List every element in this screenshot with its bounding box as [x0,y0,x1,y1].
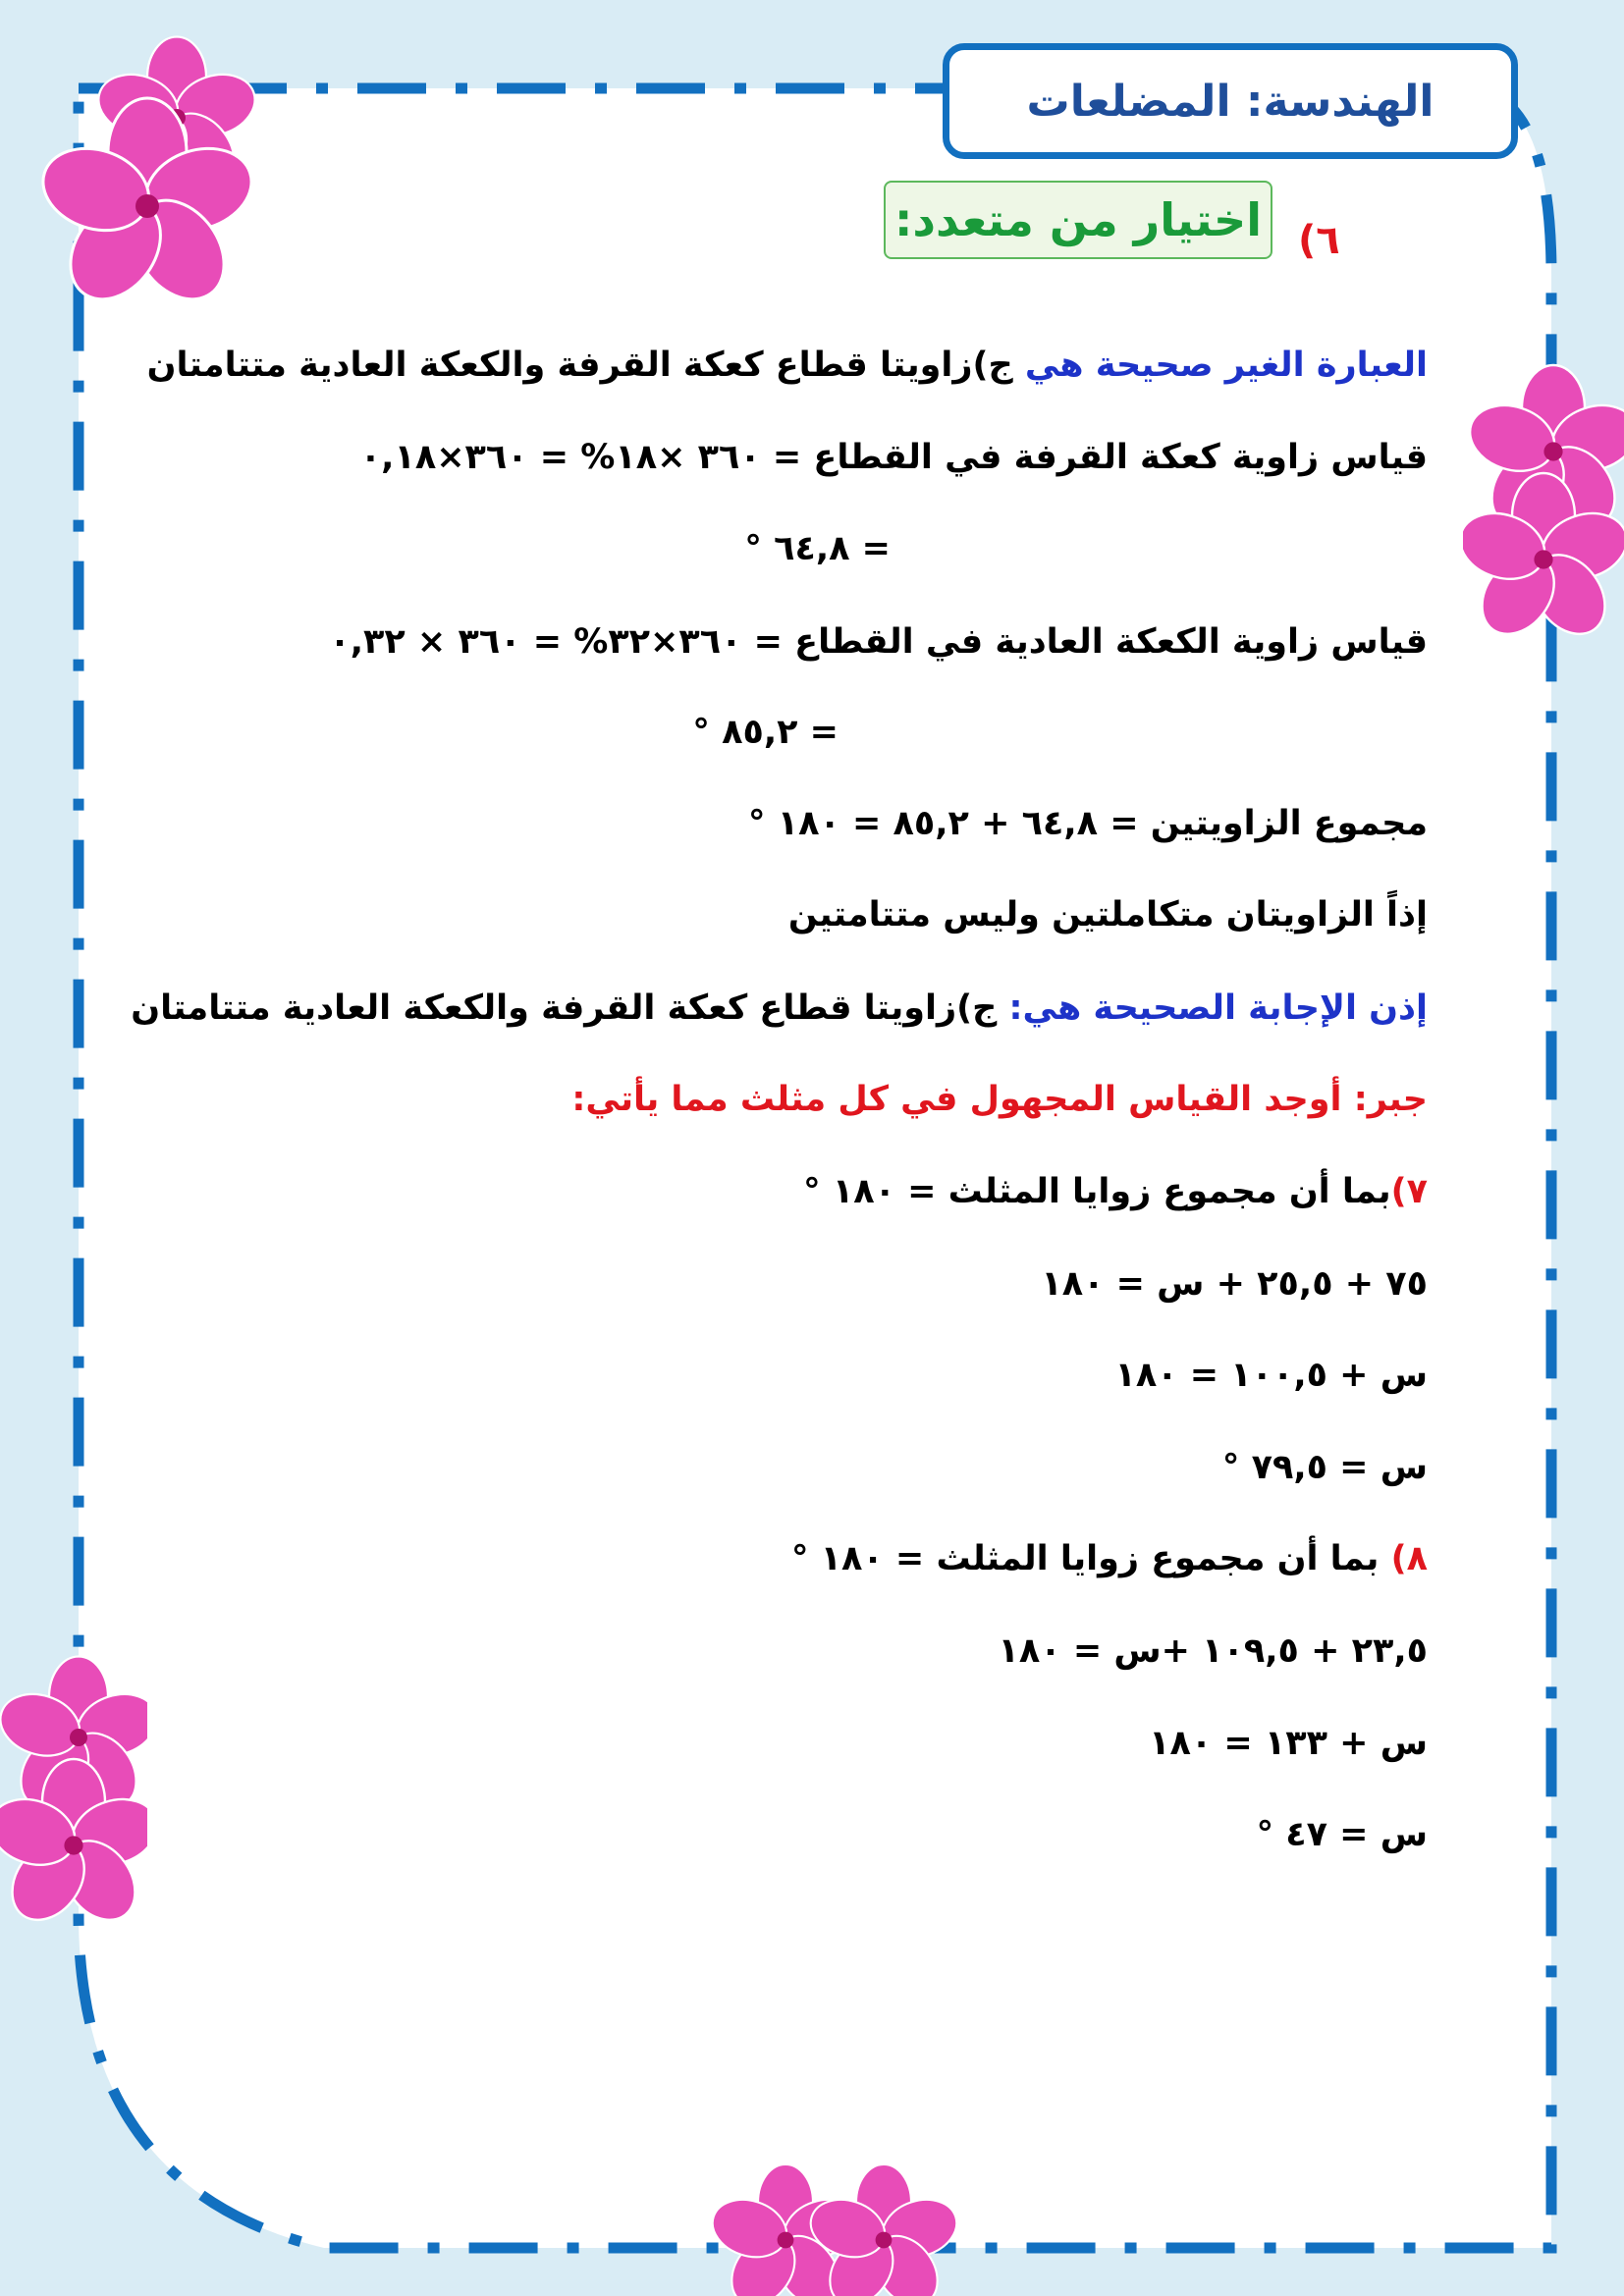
flower-left-bottom-icon [0,1649,147,1963]
answer-statement-line [147,342,1428,389]
problem-8-equation: ٢٣,٥ + ١٠٩,٥ +س = ١٨٠ [998,1631,1428,1671]
regular-angle-result: = ٨٥,٢ ° [692,713,839,752]
cinnamon-angle-line: قياس زاوية كعكة القرفة في القطاع = ٣٦٠ ×١٨% = ٣٦٠×٠,١٨ [359,438,1428,477]
problem-7-line [803,1168,1428,1215]
problem-7-step: س + ١٠٠,٥ = ١٨٠ [1114,1356,1428,1395]
angles-sum-line: مجموع الزاويتين = ٦٤,٨ + ٨٥,٢ = ١٨٠ ° [748,804,1428,843]
page-title: الهندسة: المضلعات [1026,76,1435,127]
problem-7-text: بما أن مجموع زوايا المثلث = ١٨٠ ° [803,1172,1391,1211]
problem-8-line [791,1535,1428,1582]
problem-7-equation: ٧٥ + ٢٥,٥ + س = ١٨٠ [1041,1264,1428,1304]
cinnamon-angle-result: = ٦٤,٨ ° [744,529,891,568]
flower-right-icon [1463,363,1624,677]
correct-answer-text: ج)زاويتا قطاع كعكة القرفة والكعكة العادية متتامتان [131,988,1009,1028]
section-title: اختيار من متعدد: [894,193,1262,246]
flower-top-left-icon [10,20,304,334]
problem-8-number: ٨) [1390,1539,1428,1578]
problem-7-answer: س = ٧٩,٥ ° [1221,1448,1428,1487]
section-header-box [884,181,1272,259]
conclusion-line: إذاً الزاويتان متكاملتين وليس متتامتين [787,895,1428,934]
title-box [943,43,1518,159]
problem-8-answer: س = ٤٧ ° [1256,1815,1428,1854]
problem-8-step: س + ١٣٣ = ١٨٠ [1149,1724,1428,1763]
algebra-heading: جبر: أوجد القياس المجهول في كل مثلث مما يأتي: [571,1080,1428,1119]
question-number: ٦) [1298,218,1340,263]
wrong-statement-label: العبارة الغير صحيحة هي [1024,346,1428,385]
problem-8-text: بما أن مجموع زوايا المثلث = ١٨٠ ° [790,1539,1391,1578]
regular-angle-line: قياس زاوية الكعكة العادية في القطاع = ٣٦٠×٣٢% = ٣٦٠ × ٠,٣٢ [329,622,1428,662]
correct-answer-label: إذن الإجابة الصحيحة هي: [1008,988,1428,1028]
correct-answer-line [131,985,1428,1032]
problem-7-number: ٧) [1390,1172,1428,1211]
wrong-statement-text: ج)زاويتا قطاع كعكة القرفة والكعكة العادية متتامتان [146,346,1025,385]
flower-bottom-icon [707,2164,962,2296]
